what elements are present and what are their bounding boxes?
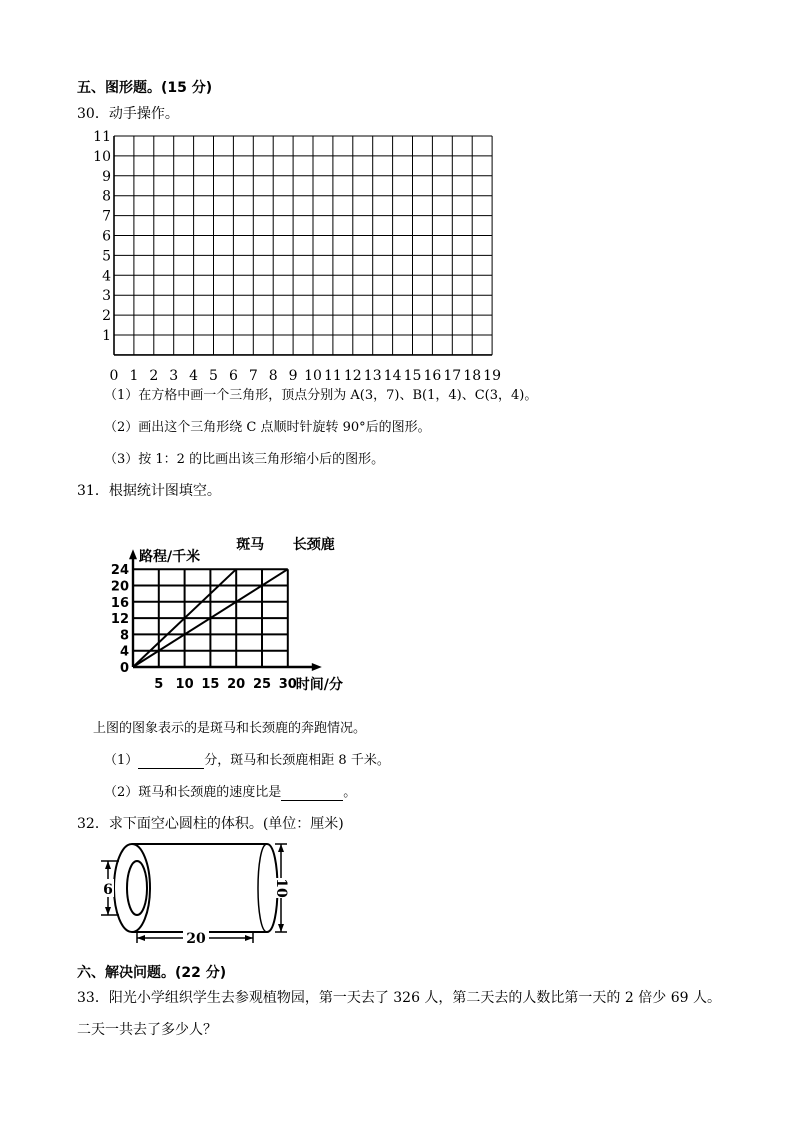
grid-x-label: 4: [189, 367, 199, 384]
chart-y-tick: 24: [110, 563, 129, 579]
chart-x-label: 时间/分: [295, 677, 343, 693]
question-30-item-1: （1）在方格中画一个三角形，顶点分别为 A(3，7)、B(1，4)、C(3，4)。: [104, 388, 538, 403]
grid-y-label: 5: [102, 248, 111, 265]
chart-y-tick: 0: [119, 661, 129, 676]
fill-2-prefix: （2）斑马和长颈鹿的速度比是: [104, 785, 282, 800]
fill-1-suffix: 分，斑马和长颈鹿相距 8 千米。: [204, 753, 390, 768]
grid-y-label: 3: [102, 288, 111, 305]
cylinder-inner-hole: [127, 861, 147, 915]
question-31-description: 上图的图象表示的是斑马和长颈鹿的奔跑情况。: [93, 721, 367, 736]
question-33-line-2: 二天一共去了多少人？: [77, 1022, 217, 1038]
chart-y-tick: 16: [110, 595, 129, 611]
question-31-title: 31．根据统计图填空。: [77, 483, 221, 499]
question-30-item-3: （3）按 1：2 的比画出该三角形缩小后的图形。: [104, 452, 385, 467]
grid-x-label: 17: [443, 367, 462, 384]
grid-x-label: 0: [109, 367, 119, 384]
chart-x-tick: 25: [252, 677, 272, 692]
chart-y-tick: 4: [119, 644, 129, 660]
grid-x-label: 3: [169, 367, 179, 384]
hollow-cylinder-figure: [95, 835, 295, 950]
grid-y-label: 7: [102, 208, 111, 225]
length-label: 20: [186, 931, 206, 947]
grid-x-label: 18: [463, 367, 482, 384]
grid-x-label: 6: [228, 367, 238, 384]
question-30-item-2: （2）画出这个三角形绕 C 点顺时针旋转 90°后的图形。: [104, 420, 431, 435]
grid-y-label: 8: [102, 188, 111, 205]
grid-x-label: 10: [304, 367, 322, 384]
chart-x-arrow: [312, 663, 322, 671]
grid-x-label: 8: [268, 367, 278, 384]
grid-x-label: 5: [209, 367, 218, 384]
grid-x-label: 12: [343, 367, 362, 384]
dim-20-arrow-right: [245, 935, 253, 941]
grid-y-label: 10: [93, 148, 111, 165]
chart-y-label: 路程/千米: [139, 549, 201, 566]
fill-1-prefix: （1）: [104, 753, 139, 768]
question-33-line-1: 33．阳光小学组织学生去参观植物园，第一天去了 326 人，第二天去的人数比第一天的 2 倍少 69 人。: [77, 990, 721, 1006]
chart-y-arrow: [129, 549, 137, 559]
grid-y-label: 2: [102, 308, 111, 325]
dim-6-arrow-top: [105, 861, 111, 869]
question-31-fill-1: [104, 749, 390, 769]
chart-labels: [111, 536, 343, 693]
chart-y-tick: 20: [110, 579, 129, 595]
grid-x-label: 13: [363, 367, 382, 384]
dim-6-arrow-bottom: [105, 907, 111, 915]
dim-10-arrow-bottom: [278, 924, 284, 932]
question-31-fill-2: [104, 781, 356, 801]
grid-x-label: 16: [423, 367, 442, 384]
section-6-heading: 六、解决问题。(22 分): [77, 965, 227, 981]
grid-x-label: 2: [149, 367, 159, 384]
chart-x-tick: 15: [201, 677, 220, 692]
chart-x-tick: 30: [278, 677, 297, 692]
chart-x-tick: 20: [227, 677, 246, 692]
grid-y-label: 6: [102, 228, 111, 245]
answer-blank-2[interactable]: [281, 785, 343, 801]
grid-x-label: 1: [129, 367, 139, 384]
grid-y-label: 9: [102, 168, 111, 185]
grid-x-label: 11: [323, 367, 342, 384]
grid-x-label: 14: [383, 367, 402, 384]
chart-x-tick: 5: [154, 677, 164, 692]
grid-x-label: 15: [403, 367, 422, 384]
question-30-title: 30．动手操作。: [77, 106, 179, 122]
grid-y-label: 1: [102, 328, 111, 344]
dim-10-arrow-top: [278, 844, 284, 852]
grid-x-label: 19: [483, 367, 502, 384]
dim-20-arrow-left: [137, 935, 145, 941]
section-5-heading: 五、图形题。(15 分): [77, 80, 213, 96]
grid-x-label: 9: [288, 367, 298, 384]
grid-x-label: 7: [248, 367, 258, 384]
grid-y-label: 4: [102, 268, 111, 285]
chart-y-tick: 8: [119, 628, 129, 644]
chart-x-tick: 10: [175, 677, 194, 692]
chart-y-tick: 12: [110, 612, 129, 628]
question-32-title: 32．求下面空心圆柱的体积。(单位：厘米): [77, 816, 344, 832]
series-label-zebra: 斑马: [236, 537, 265, 554]
inner-diameter-label: 6: [103, 882, 113, 898]
series-label-giraffe: 长颈鹿: [292, 537, 335, 554]
fill-2-suffix: 。: [343, 785, 357, 800]
cylinder-right-inner-edge: [258, 844, 267, 932]
outer-diameter-label: 10: [273, 878, 289, 898]
answer-blank-1[interactable]: [138, 753, 204, 769]
cylinder-body-edges: [132, 844, 267, 932]
grid-y-label: 11: [93, 129, 111, 145]
